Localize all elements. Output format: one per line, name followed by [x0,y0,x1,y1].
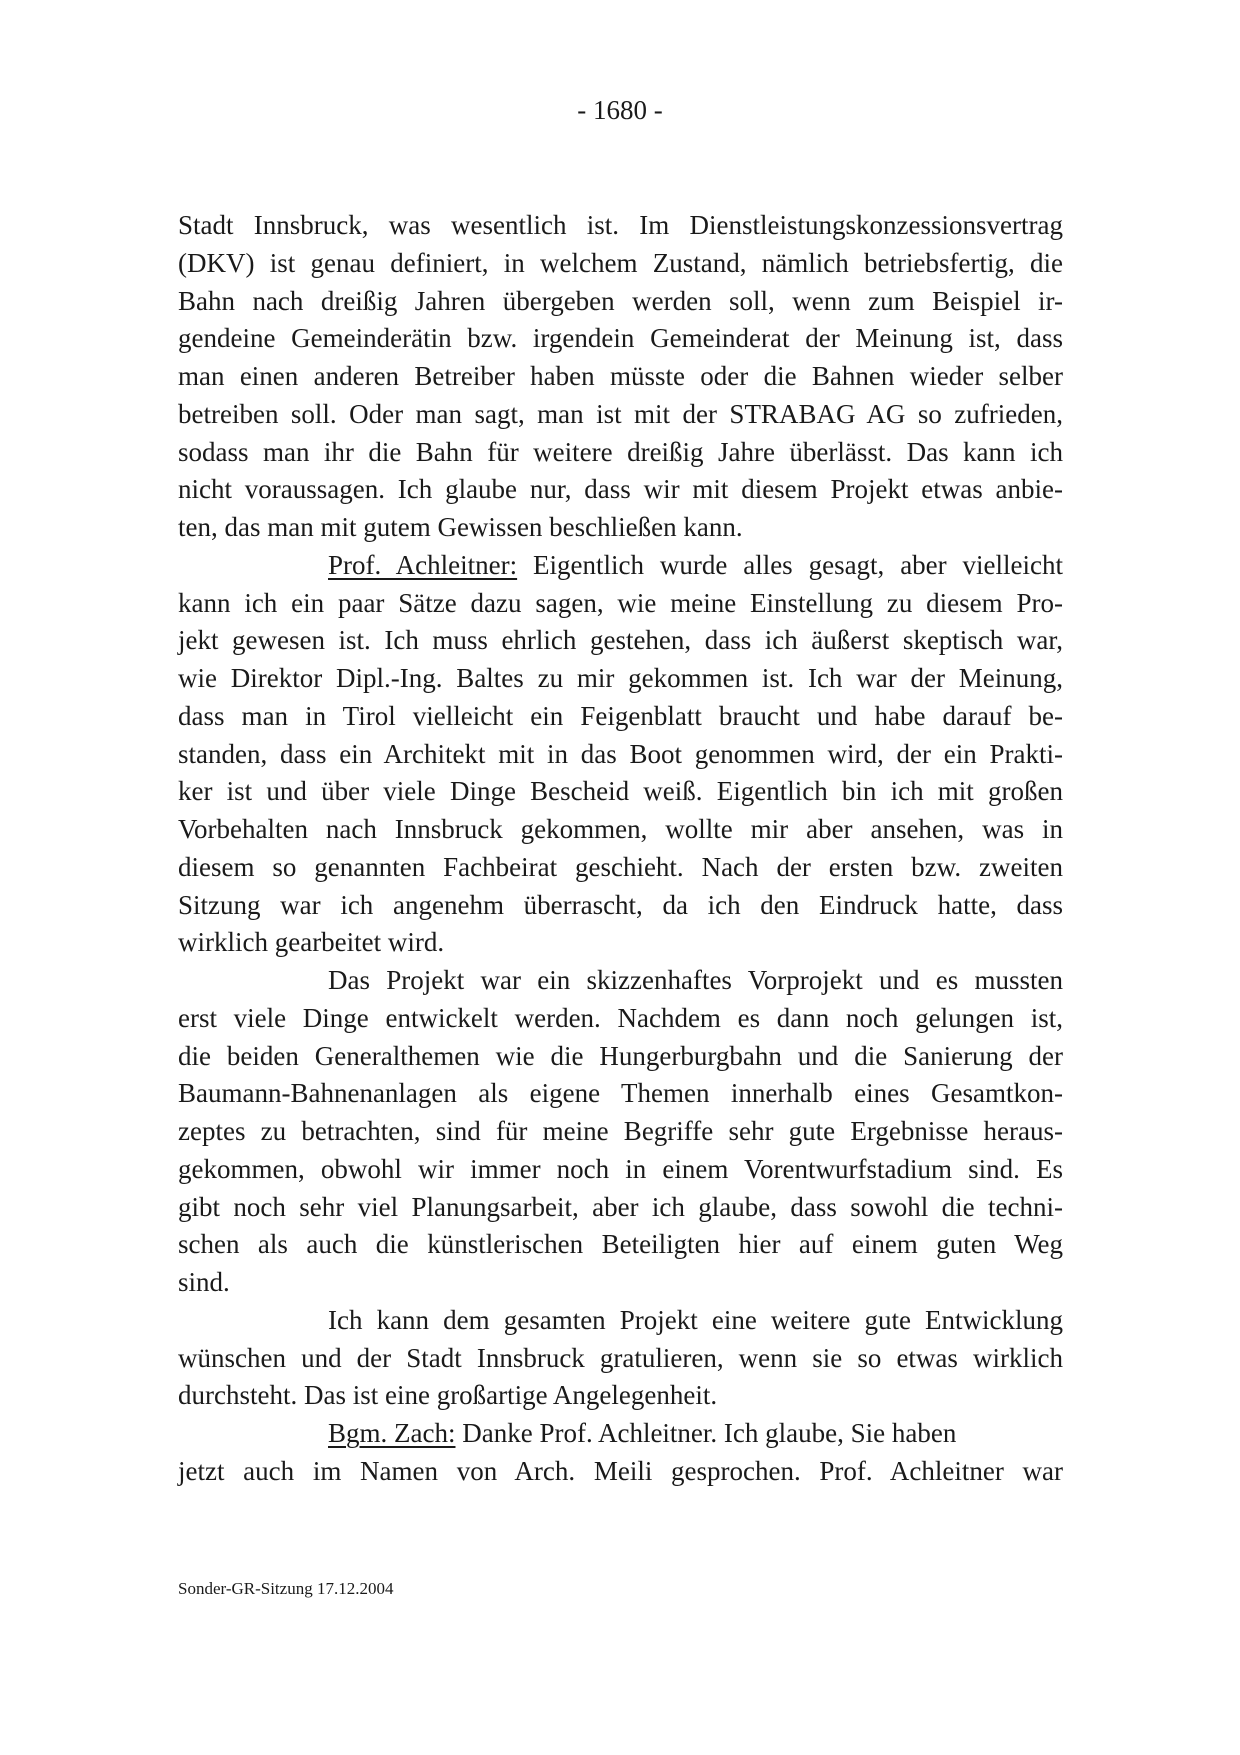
text-line: wünschen und der Stadt Innsbruck gratulieren, wenn sie so etwas wirklich [178,1342,1063,1373]
text-line: Baumann-Bahnenanlagen als eigene Themen innerhalb eines Gesamtkon- [178,1078,1063,1109]
paragraph [178,962,1063,1302]
text-line: Das Projekt war ein skizzenhaftes Vorprojekt und es mussten [328,965,1063,995]
speaker-paragraph-zach [178,1415,1063,1491]
text-line: gekommen, obwohl wir immer noch in einem Vorentwurfstadium sind. Es [178,1153,1063,1184]
paragraph [178,207,1063,547]
text-line: ten, das man mit gutem Gewissen beschließen kann. [178,512,743,542]
speaker-line [178,547,1063,585]
text-line: gibt noch sehr viel Planungsarbeit, aber ich glaube, dass sowohl die techni- [178,1191,1063,1222]
text-line: jetzt auch im Namen von Arch. Meili gesprochen. Prof. Achleitner war [178,1455,1063,1486]
text-line: die beiden Generalthemen wie die Hungerburgbahn und die Sanierung der [178,1040,1063,1071]
text-line: Bahn nach dreißig Jahren übergeben werden soll, wenn zum Beispiel ir- [178,285,1063,316]
text-line: gendeine Gemeinderätin bzw. irgendein Gemeinderat der Meinung ist, dass [178,323,1063,354]
page-number: - 1680 - [577,95,663,125]
text-line: wirklich gearbeitet wird. [178,927,445,958]
text-line: standen, dass ein Architekt mit in das Boot genommen wird, der ein Prakti- [178,738,1063,769]
text-line: durchsteht. Das ist eine großartige Angelegenheit. [178,1380,718,1411]
text-line: Vorbehalten nach Innsbruck gekommen, wollte mir aber ansehen, was in [178,814,1063,844]
text-line: ker ist und über viele Dinge Bescheid weiß. Eigentlich bin ich mit großen [178,776,1063,807]
text-line: sind. [178,1267,230,1297]
text-line: erst viele Dinge entwickelt werden. Nachdem es dann noch gelungen ist, [178,1002,1063,1033]
text-line: Stadt Innsbruck, was wesentlich ist. Im Dienstleistungskonzessionsvertrag [178,210,1063,240]
text-line: schen als auch die künstlerischen Beteiligten hier auf einem guten Weg [178,1229,1063,1260]
text-line: Ich kann dem gesamten Projekt eine weitere gute Entwicklung [328,1304,1063,1335]
speaker-name: Bgm. Zach: [328,1418,456,1448]
text-line: Sitzung war ich angenehm überrascht, da ich den Eindruck hatte, dass [178,889,1063,920]
transcript-body [178,207,1063,1491]
speaker-name: Prof. Achleitner: [328,549,518,580]
speaker-paragraph-achleitner [178,547,1063,962]
speaker-line-text: Danke Prof. Achleitner. Ich glaube, Sie haben [455,1418,957,1448]
text-line: wie Direktor Dipl.-Ing. Baltes zu mir gekommen ist. Ich war der Meinung, [178,663,1063,693]
text-line: betreiben soll. Oder man sagt, man ist mit der STRABAG AG so zufrieden, [178,398,1063,429]
text-line: zeptes zu betrachten, sind für meine Begriffe sehr gute Ergebnisse heraus- [178,1116,1063,1146]
text-line: jekt gewesen ist. Ich muss ehrlich gestehen, dass ich äußerst skeptisch war, [178,625,1063,656]
text-line: (DKV) ist genau definiert, in welchem Zustand, nämlich betriebsfertig, die [178,247,1063,278]
text-line: kann ich ein paar Sätze dazu sagen, wie meine Einstellung zu diesem Pro- [178,587,1063,618]
text-line: dass man in Tirol vielleicht ein Feigenblatt braucht und habe darauf be- [178,700,1063,731]
text-line: sodass man ihr die Bahn für weitere dreißig Jahre überlässt. Das kann ich [178,436,1063,467]
paragraph [178,1302,1063,1415]
speaker-line [178,1415,1063,1453]
text-line: man einen anderen Betreiber haben müsste oder die Bahnen wieder selber [178,361,1063,391]
text-line: diesem so genannten Fachbeirat geschieht. Nach der ersten bzw. zweiten [178,851,1063,882]
text-line: nicht voraussagen. Ich glaube nur, dass wir mit diesem Projekt etwas anbie- [178,474,1063,505]
speaker-line-text: Eigentlich wurde alles gesagt, aber vielleicht [517,549,1064,580]
document-footer: Sonder-GR-Sitzung 17.12.2004 [178,1579,394,1598]
